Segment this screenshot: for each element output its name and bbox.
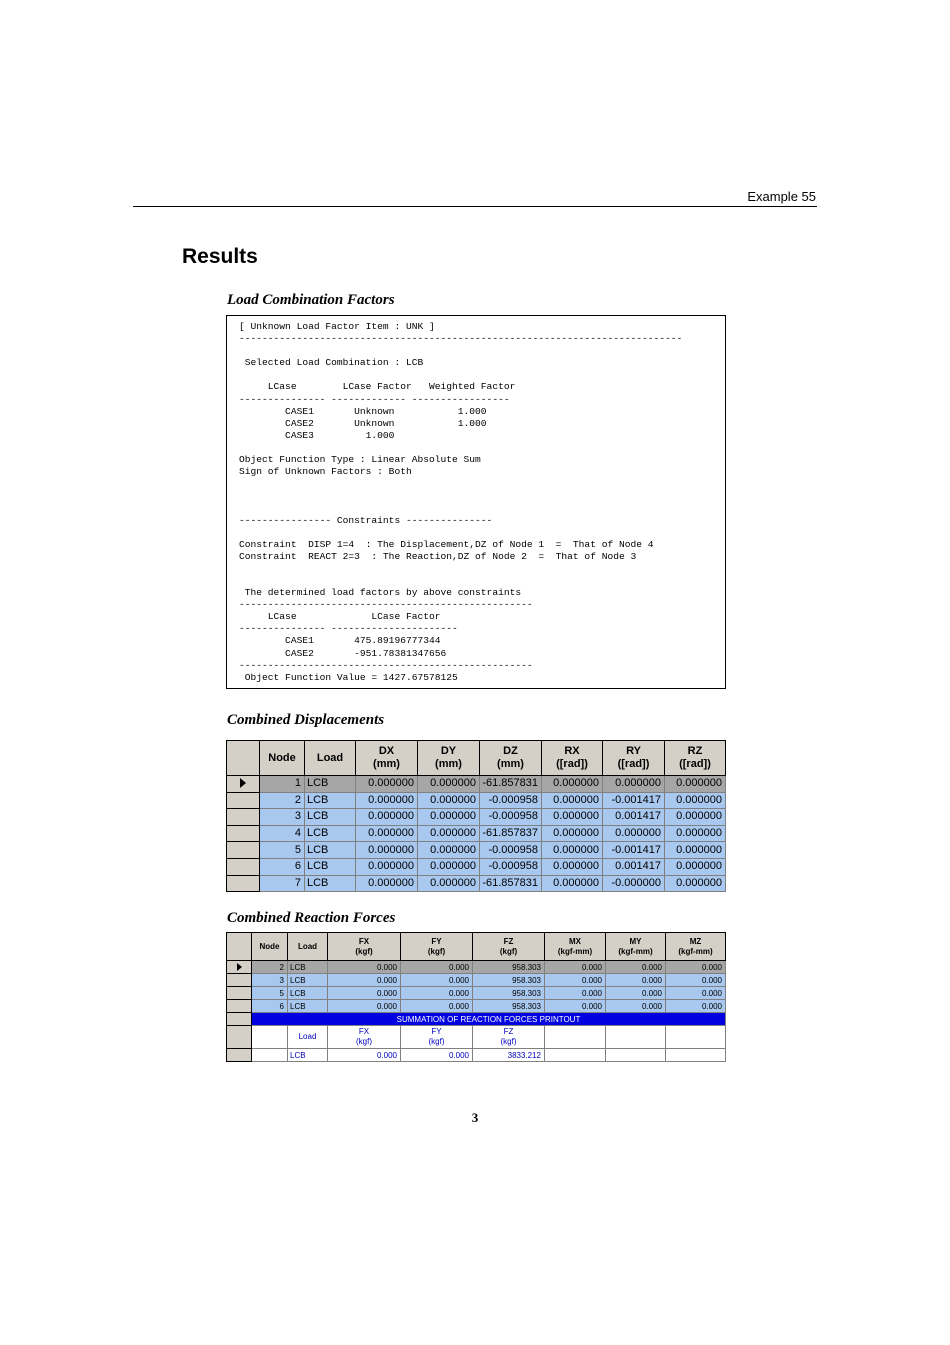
table-cell[interactable]: LCB: [288, 974, 328, 987]
react-header-node[interactable]: Node: [252, 933, 288, 961]
table-cell[interactable]: 0.000000: [418, 875, 480, 892]
table-cell[interactable]: 0.000000: [542, 858, 603, 875]
table-cell[interactable]: 0.000000: [665, 842, 726, 859]
table-cell[interactable]: 0.000000: [418, 792, 480, 809]
react-title: Combined Reaction Forces: [227, 910, 396, 926]
react-corner-cell[interactable]: [227, 933, 252, 961]
table-cell[interactable]: 0.000000: [542, 809, 603, 826]
row-selector[interactable]: [227, 809, 260, 826]
table-cell[interactable]: -61.857831: [480, 776, 542, 793]
table-cell[interactable]: 0.000000: [665, 858, 726, 875]
table-row[interactable]: [227, 974, 726, 987]
table-cell[interactable]: 0.000: [401, 961, 473, 974]
table-row[interactable]: [227, 987, 726, 1000]
table-cell[interactable]: -0.000958: [480, 809, 542, 826]
table-cell[interactable]: 0.000: [545, 987, 606, 1000]
row-selector[interactable]: [227, 974, 252, 987]
table-cell[interactable]: 0.000000: [603, 825, 665, 842]
table-cell[interactable]: LCB: [305, 792, 356, 809]
table-cell[interactable]: 2: [260, 792, 305, 809]
lcf-title: Load Combination Factors: [227, 292, 395, 308]
table-cell[interactable]: 958.303: [473, 961, 545, 974]
summation-row[interactable]: [227, 1049, 726, 1062]
table-cell[interactable]: 0.000: [666, 1000, 726, 1013]
lcf-output-box: [226, 315, 726, 689]
table-cell[interactable]: 6: [260, 858, 305, 875]
react-header-mz[interactable]: MZ (kgf-mm): [666, 933, 726, 961]
empty-cell: [252, 1049, 288, 1062]
table-cell[interactable]: 0.000000: [356, 825, 418, 842]
summation-header-cell: FZ (kgf): [473, 1026, 545, 1049]
table-cell[interactable]: 0.000000: [603, 776, 665, 793]
row-selector[interactable]: [227, 1049, 252, 1062]
table-cell[interactable]: 0.000000: [665, 776, 726, 793]
empty-cell: [606, 1049, 666, 1062]
table-cell[interactable]: 0.000: [401, 974, 473, 987]
table-cell[interactable]: LCB: [288, 987, 328, 1000]
table-cell[interactable]: LCB: [305, 809, 356, 826]
table-cell[interactable]: 3: [252, 974, 288, 987]
empty-cell: [545, 1026, 606, 1049]
table-cell[interactable]: LCB: [305, 858, 356, 875]
summation-banner: SUMMATION OF REACTION FORCES PRINTOUT: [252, 1013, 726, 1026]
table-cell[interactable]: 0.000000: [418, 842, 480, 859]
table-cell[interactable]: 958.303: [473, 987, 545, 1000]
disp-header-node[interactable]: Node: [260, 741, 305, 776]
table-cell[interactable]: LCB: [288, 961, 328, 974]
row-selector[interactable]: [227, 1026, 252, 1049]
table-cell[interactable]: 0.000000: [418, 858, 480, 875]
row-selector[interactable]: [227, 792, 260, 809]
row-selector[interactable]: [227, 987, 252, 1000]
table-cell[interactable]: -0.001417: [603, 792, 665, 809]
table-cell[interactable]: 0.000000: [356, 776, 418, 793]
table-cell[interactable]: 958.303: [473, 974, 545, 987]
empty-cell: [252, 1026, 288, 1049]
summation-header-cell: FX (kgf): [328, 1026, 401, 1049]
table-cell[interactable]: 0.000: [328, 987, 401, 1000]
table-cell[interactable]: 0.001417: [603, 858, 665, 875]
table-row[interactable]: [227, 792, 726, 809]
disp-header-dx[interactable]: DX (mm): [356, 741, 418, 776]
table-cell[interactable]: 0.001417: [603, 809, 665, 826]
table-row[interactable]: [227, 842, 726, 859]
disp-header-rz[interactable]: RZ ([rad]): [665, 741, 726, 776]
table-cell[interactable]: 0.000000: [418, 825, 480, 842]
table-cell[interactable]: -0.000958: [480, 858, 542, 875]
table-cell[interactable]: 0.000: [545, 961, 606, 974]
summation-header-row: [227, 1026, 726, 1049]
table-cell[interactable]: 6: [252, 1000, 288, 1013]
table-cell[interactable]: 0.000000: [665, 825, 726, 842]
row-selector[interactable]: [227, 961, 252, 974]
table-row[interactable]: [227, 858, 726, 875]
table-cell[interactable]: 0.000: [328, 961, 401, 974]
table-cell[interactable]: LCB: [305, 825, 356, 842]
react-header-fx[interactable]: FX (kgf): [328, 933, 401, 961]
table-cell[interactable]: 0.000000: [542, 842, 603, 859]
table-row[interactable]: [227, 1000, 726, 1013]
row-selector[interactable]: [227, 1013, 252, 1026]
table-cell[interactable]: 0.000: [328, 1000, 401, 1013]
table-cell[interactable]: LCB: [305, 776, 356, 793]
row-selector[interactable]: [227, 776, 260, 793]
table-cell[interactable]: 1: [260, 776, 305, 793]
table-row[interactable]: [227, 809, 726, 826]
disp-header-ry[interactable]: RY ([rad]): [603, 741, 665, 776]
reaction-table: [226, 932, 726, 1062]
table-cell[interactable]: 0.000: [606, 961, 666, 974]
lcf-output-text: [ Unknown Load Factor Item : UNK ] ----------------------------------------------------------------------------- Selected Load Combination : LCB LCase LCase Factor Weighted Factor --------------- ------------- ----------------- CASE1 Unknown 1.000 CASE2 Unknown 1.000 CASE3 1.000 Object Function Type : Linear Absolute Sum Sign of Unknown Factors : Both ---------------- Constraints --------------- Constraint DISP 1=4 : The Displacement,DZ of Node 1 = That of Node 4 Constraint REACT 2=3 : The Reaction,DZ of Node 2 = That of Node 3 The determined load factors by above constraints --------------------------------------------------- LCase LCase Factor --------------- ---------------------- CASE1 475.89196777344 CASE2 -951.78381347656 --------------------------------------------------- Object Function Value = 1427.67578125: [239, 321, 683, 683]
table-row[interactable]: [227, 875, 726, 892]
disp-header-rx[interactable]: RX ([rad]): [542, 741, 603, 776]
table-cell[interactable]: 5: [260, 842, 305, 859]
react-header-load[interactable]: Load: [288, 933, 328, 961]
section-title: Results: [182, 245, 258, 268]
disp-title: Combined Displacements: [227, 712, 385, 728]
empty-cell: [666, 1049, 726, 1062]
summation-header-cell: FY (kgf): [401, 1026, 473, 1049]
summation-cell[interactable]: 0.000: [401, 1049, 473, 1062]
row-selector[interactable]: [227, 1000, 252, 1013]
disp-header-dy[interactable]: DY (mm): [418, 741, 480, 776]
table-cell[interactable]: LCB: [305, 842, 356, 859]
summation-banner-row: [227, 1013, 726, 1026]
table-cell[interactable]: 3: [260, 809, 305, 826]
row-selector[interactable]: [227, 842, 260, 859]
table-cell[interactable]: 0.000: [401, 1000, 473, 1013]
table-cell[interactable]: 0.000000: [542, 776, 603, 793]
table-cell[interactable]: 0.000: [545, 974, 606, 987]
table-cell[interactable]: 0.000000: [418, 776, 480, 793]
table-cell[interactable]: 0.000: [666, 974, 726, 987]
table-cell[interactable]: 0.000: [666, 961, 726, 974]
table-cell[interactable]: 2: [252, 961, 288, 974]
table-cell[interactable]: -0.000000: [603, 875, 665, 892]
table-cell[interactable]: 0.000000: [356, 792, 418, 809]
row-selector[interactable]: [227, 875, 260, 892]
table-cell[interactable]: 0.000000: [665, 792, 726, 809]
disp-header-row: [227, 741, 726, 776]
table-cell[interactable]: 0.000000: [356, 809, 418, 826]
table-cell[interactable]: 0.000000: [542, 875, 603, 892]
table-cell[interactable]: 0.000000: [542, 825, 603, 842]
react-header-fz[interactable]: FZ (kgf): [473, 933, 545, 961]
react-header-my[interactable]: MY (kgf-mm): [606, 933, 666, 961]
table-cell[interactable]: 0.000000: [542, 792, 603, 809]
header-rule: [133, 206, 817, 207]
disp-header-load[interactable]: Load: [305, 741, 356, 776]
table-cell[interactable]: -61.857831: [480, 875, 542, 892]
table-cell[interactable]: -0.001417: [603, 842, 665, 859]
table-cell[interactable]: 5: [252, 987, 288, 1000]
table-row[interactable]: [227, 825, 726, 842]
react-header-fy[interactable]: FY (kgf): [401, 933, 473, 961]
disp-header-dz[interactable]: DZ (mm): [480, 741, 542, 776]
table-cell[interactable]: 0.000: [606, 974, 666, 987]
row-selector[interactable]: [227, 825, 260, 842]
table-cell[interactable]: 7: [260, 875, 305, 892]
summation-cell[interactable]: LCB: [288, 1049, 328, 1062]
table-cell[interactable]: 0.000000: [665, 875, 726, 892]
displacement-table: [226, 740, 726, 892]
table-row[interactable]: [227, 776, 726, 793]
current-row-arrow-icon: [237, 963, 242, 971]
disp-corner-cell[interactable]: [227, 741, 260, 776]
table-cell[interactable]: -61.857837: [480, 825, 542, 842]
table-cell[interactable]: -0.000958: [480, 792, 542, 809]
table-cell[interactable]: 0.000: [328, 974, 401, 987]
table-cell[interactable]: -0.000958: [480, 842, 542, 859]
summation-cell[interactable]: 0.000: [328, 1049, 401, 1062]
table-cell[interactable]: 0.000: [606, 987, 666, 1000]
table-cell[interactable]: 0.000: [606, 1000, 666, 1013]
table-cell[interactable]: 4: [260, 825, 305, 842]
empty-cell: [606, 1026, 666, 1049]
react-header-mx[interactable]: MX (kgf-mm): [545, 933, 606, 961]
table-cell[interactable]: LCB: [288, 1000, 328, 1013]
table-cell[interactable]: 0.000000: [356, 842, 418, 859]
empty-cell: [666, 1026, 726, 1049]
table-cell[interactable]: 0.000: [666, 987, 726, 1000]
table-cell[interactable]: 0.000000: [356, 875, 418, 892]
current-row-arrow-icon: [240, 778, 246, 788]
table-cell[interactable]: 0.000: [401, 987, 473, 1000]
table-cell[interactable]: LCB: [305, 875, 356, 892]
table-cell[interactable]: 0.000: [545, 1000, 606, 1013]
table-cell[interactable]: 0.000000: [418, 809, 480, 826]
summation-header-cell: Load: [288, 1026, 328, 1049]
page-number: 3: [471, 1110, 479, 1125]
table-row[interactable]: [227, 961, 726, 974]
running-header: Example 55: [747, 189, 816, 204]
react-header-row: [227, 933, 726, 961]
table-cell[interactable]: 958.303: [473, 1000, 545, 1013]
table-cell[interactable]: 0.000000: [665, 809, 726, 826]
table-cell[interactable]: 0.000000: [356, 858, 418, 875]
summation-cell[interactable]: 3833.212: [473, 1049, 545, 1062]
row-selector[interactable]: [227, 858, 260, 875]
empty-cell: [545, 1049, 606, 1062]
